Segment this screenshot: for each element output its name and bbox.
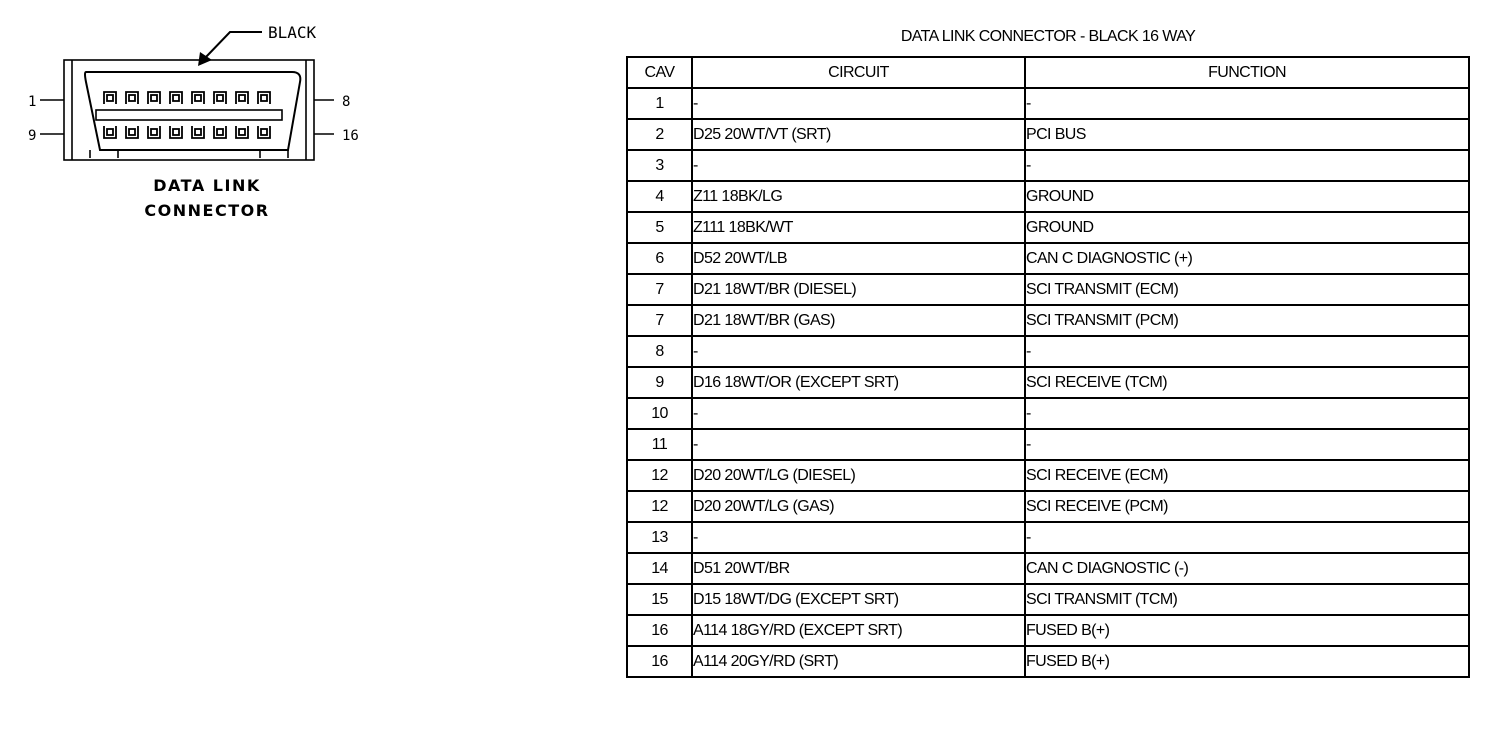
table-header-row (627, 57, 1469, 88)
pin-label-8: 8 (342, 94, 351, 110)
top-pin-row (104, 92, 270, 104)
table-title: DATA LINK CONNECTOR - BLACK 16 WAY (900, 28, 1196, 45)
table-row (627, 150, 1469, 181)
function-cell: PCI BUS (1025, 119, 1469, 150)
table-row (627, 584, 1469, 615)
table-row (627, 274, 1469, 305)
function-cell: GROUND (1025, 181, 1469, 212)
header-cav: CAV (627, 57, 692, 88)
function-cell: FUSED B(+) (1025, 646, 1469, 677)
cav-cell: 2 (627, 119, 692, 150)
function-cell: - (1025, 522, 1469, 553)
cav-cell: 6 (627, 243, 692, 274)
table-row (627, 615, 1469, 646)
table-row (627, 491, 1469, 522)
header-function: FUNCTION (1025, 57, 1469, 88)
circuit-cell: D20 20WT/LG (GAS) (692, 491, 1025, 522)
table-row (627, 553, 1469, 584)
table-row (627, 646, 1469, 677)
circuit-cell: - (692, 150, 1025, 181)
table-row (627, 181, 1469, 212)
circuit-cell: - (692, 522, 1025, 553)
cav-cell: 14 (627, 553, 692, 584)
function-cell: - (1025, 336, 1469, 367)
cav-cell: 7 (627, 274, 692, 305)
function-cell: - (1025, 398, 1469, 429)
header-circuit: CIRCUIT (692, 57, 1025, 88)
cav-cell: 15 (627, 584, 692, 615)
function-cell: SCI RECEIVE (ECM) (1025, 460, 1469, 491)
function-cell: SCI TRANSMIT (TCM) (1025, 584, 1469, 615)
callout-arrow (205, 32, 262, 58)
function-cell: GROUND (1025, 212, 1469, 243)
pin-label-1: 1 (28, 94, 37, 110)
table-row (627, 398, 1469, 429)
cav-cell: 8 (627, 336, 692, 367)
circuit-cell: D51 20WT/BR (692, 553, 1025, 584)
table-row (627, 88, 1469, 119)
circuit-cell: D52 20WT/LB (692, 243, 1025, 274)
cav-cell: 10 (627, 398, 692, 429)
circuit-cell: - (692, 88, 1025, 119)
circuit-cell: - (692, 398, 1025, 429)
cav-cell: 16 (627, 615, 692, 646)
circuit-cell: Z11 18BK/LG (692, 181, 1025, 212)
circuit-cell: - (692, 429, 1025, 460)
circuit-cell: D20 20WT/LG (DIESEL) (692, 460, 1025, 491)
circuit-cell: D16 18WT/OR (EXCEPT SRT) (692, 367, 1025, 398)
connector-name-line2: CONNECTOR (144, 201, 270, 220)
cav-cell: 12 (627, 491, 692, 522)
pin-label-9: 9 (28, 128, 37, 144)
circuit-cell: A114 20GY/RD (SRT) (692, 646, 1025, 677)
circuit-cell: D25 20WT/VT (SRT) (692, 119, 1025, 150)
function-cell: CAN C DIAGNOSTIC (-) (1025, 553, 1469, 584)
function-cell: SCI RECEIVE (TCM) (1025, 367, 1469, 398)
connector-color-label: BLACK (268, 23, 317, 42)
function-cell: SCI TRANSMIT (ECM) (1025, 274, 1469, 305)
table-row (627, 429, 1469, 460)
function-cell: SCI RECEIVE (PCM) (1025, 491, 1469, 522)
table-row (627, 336, 1469, 367)
pinout-table (626, 56, 1470, 678)
cav-cell: 11 (627, 429, 692, 460)
function-cell: FUSED B(+) (1025, 615, 1469, 646)
circuit-cell: D15 18WT/DG (EXCEPT SRT) (692, 584, 1025, 615)
table-row (627, 522, 1469, 553)
function-cell: CAN C DIAGNOSTIC (+) (1025, 243, 1469, 274)
function-cell: - (1025, 150, 1469, 181)
cav-cell: 5 (627, 212, 692, 243)
circuit-cell: D21 18WT/BR (DIESEL) (692, 274, 1025, 305)
table-row (627, 367, 1469, 398)
table-row (627, 212, 1469, 243)
cav-cell: 13 (627, 522, 692, 553)
function-cell: SCI TRANSMIT (PCM) (1025, 305, 1469, 336)
circuit-cell: D21 18WT/BR (GAS) (692, 305, 1025, 336)
cav-cell: 4 (627, 181, 692, 212)
table-row (627, 305, 1469, 336)
connector-name-line1: DATA LINK (153, 176, 261, 195)
function-cell: - (1025, 88, 1469, 119)
connector-diagram (0, 0, 400, 240)
pin-label-16: 16 (342, 128, 359, 144)
bottom-pin-row (104, 126, 270, 138)
function-cell: - (1025, 429, 1469, 460)
table-row (627, 119, 1469, 150)
cav-cell: 1 (627, 88, 692, 119)
cav-cell: 12 (627, 460, 692, 491)
cav-cell: 7 (627, 305, 692, 336)
circuit-cell: - (692, 336, 1025, 367)
table-row (627, 460, 1469, 491)
table-row (627, 243, 1469, 274)
cav-cell: 9 (627, 367, 692, 398)
circuit-cell: Z111 18BK/WT (692, 212, 1025, 243)
cav-cell: 16 (627, 646, 692, 677)
connector-housing (40, 60, 334, 160)
circuit-cell: A114 18GY/RD (EXCEPT SRT) (692, 615, 1025, 646)
cav-cell: 3 (627, 150, 692, 181)
